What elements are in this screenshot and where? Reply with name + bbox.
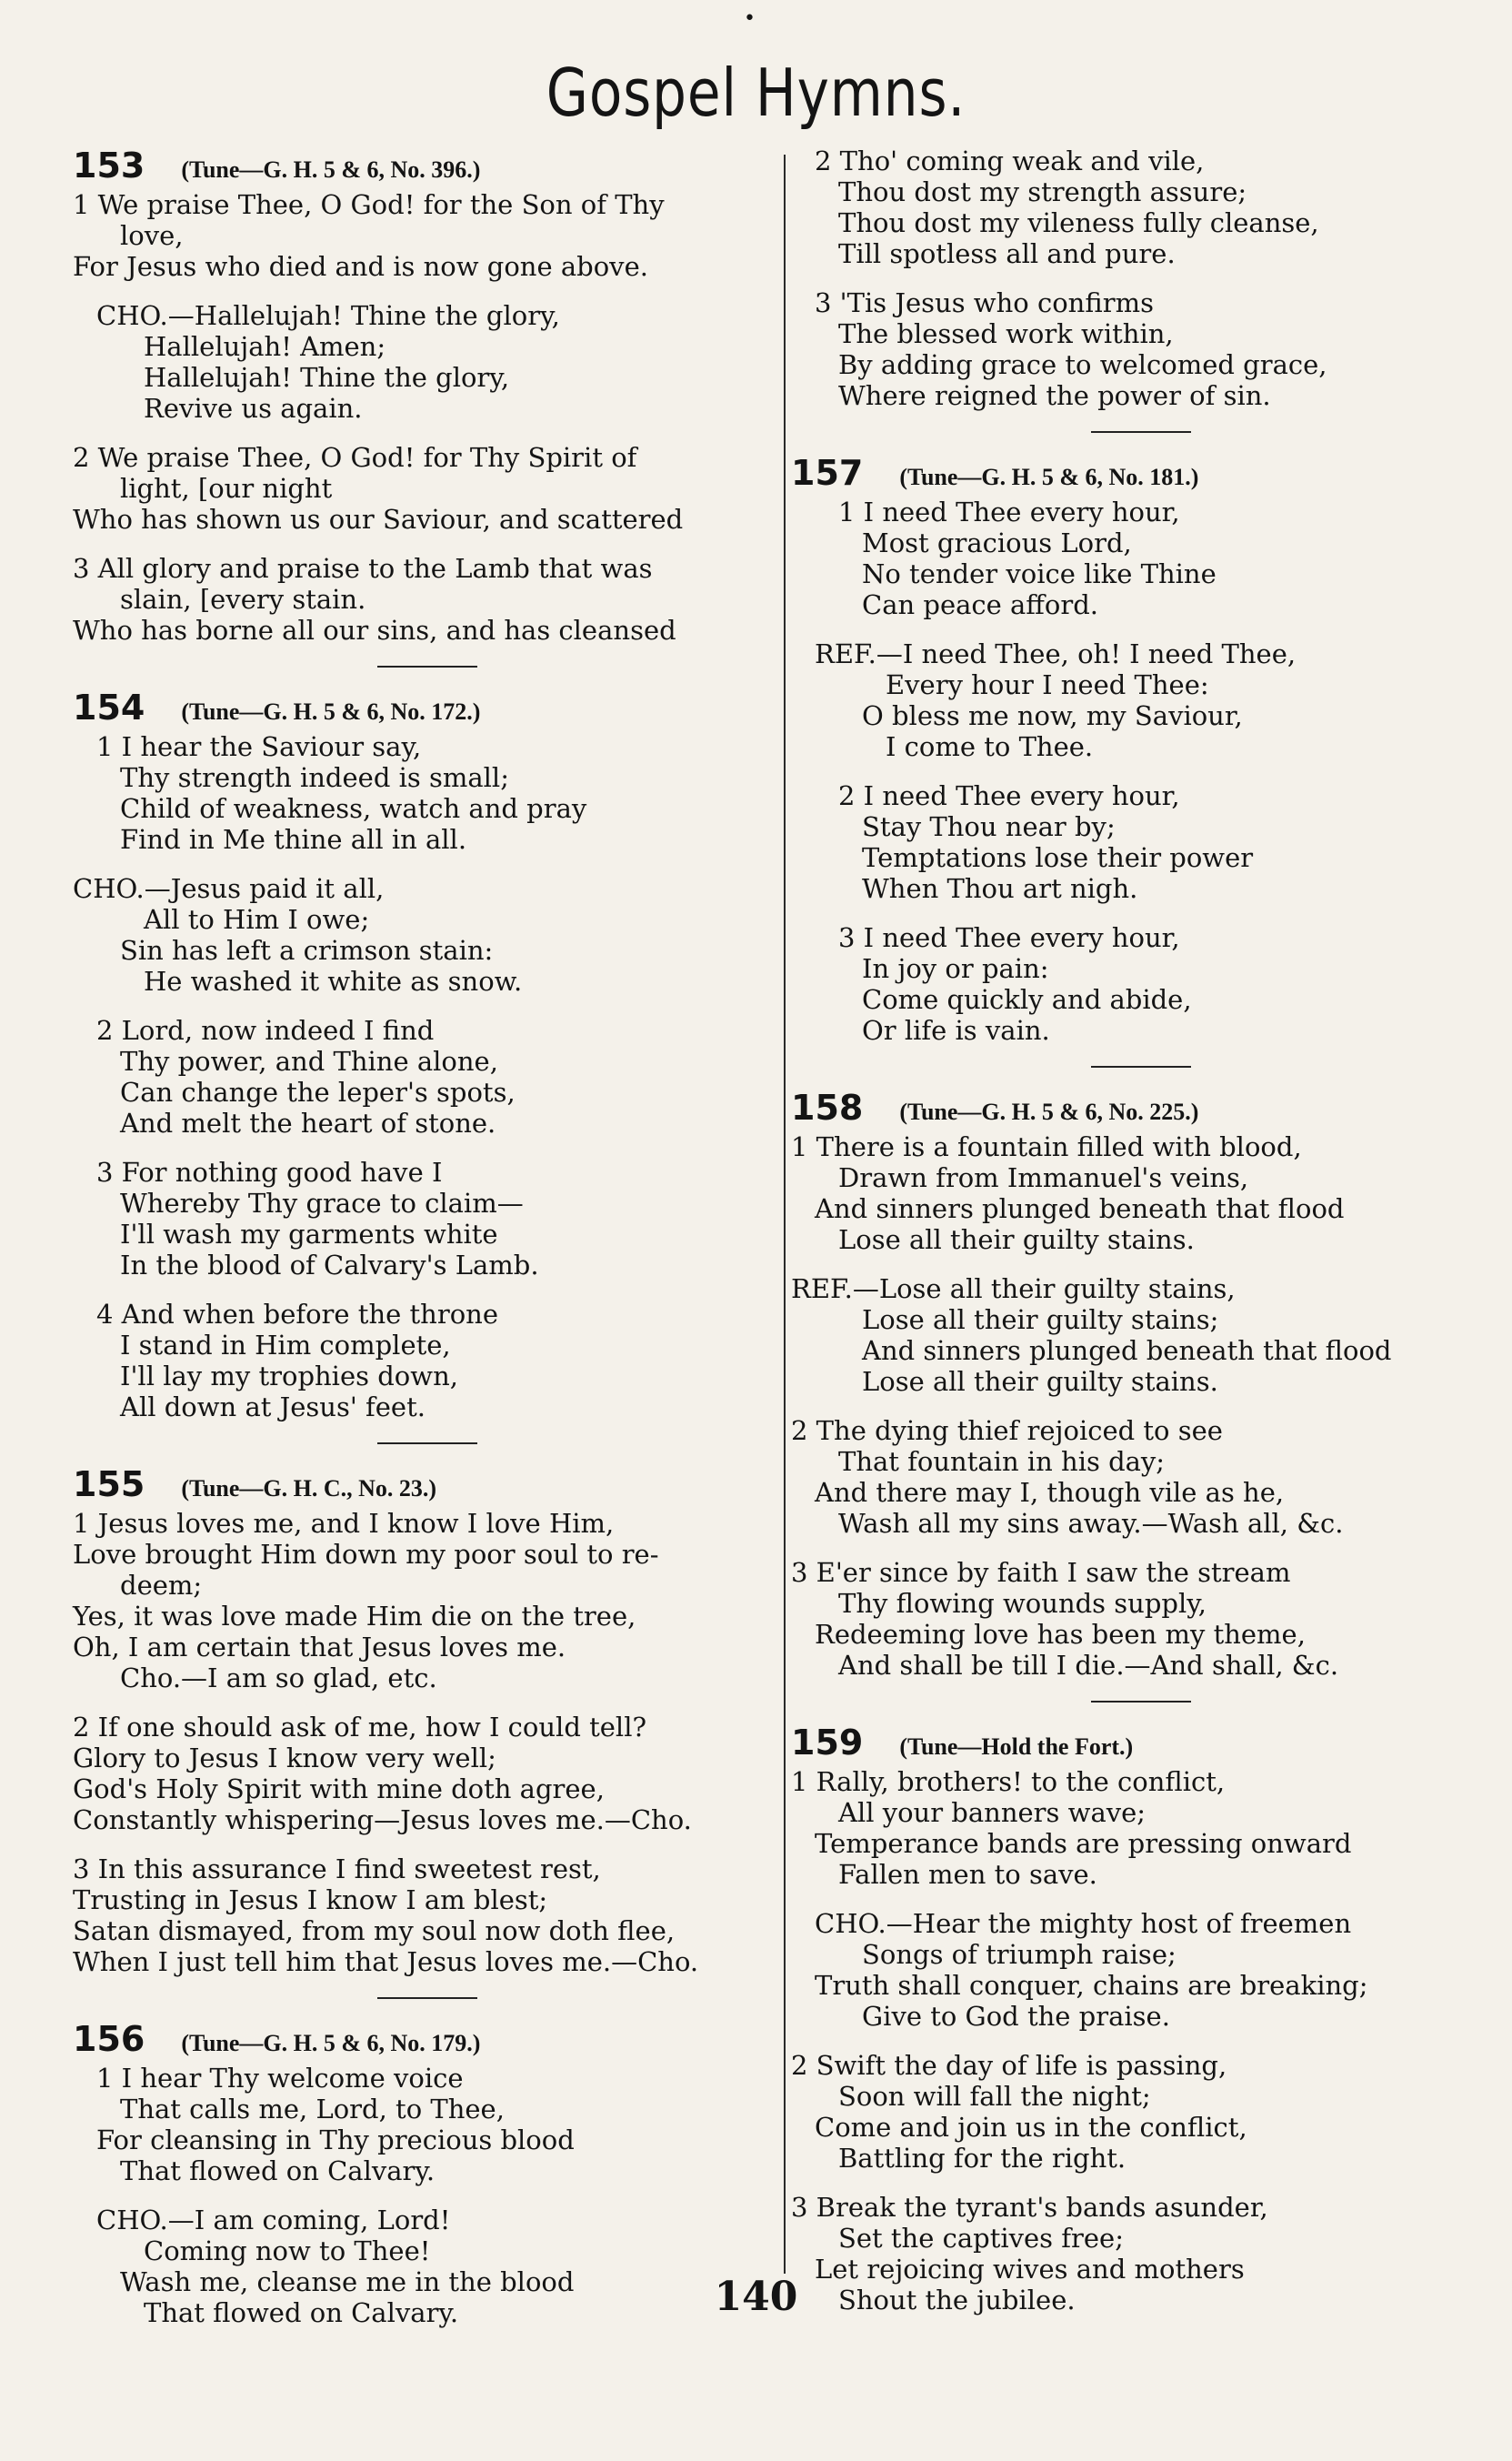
stanza [791, 1131, 1491, 1255]
verse-line: 3 'Tis Jesus who confirms [815, 287, 1154, 318]
verse-line: Whereby Thy grace to claim— [120, 1188, 524, 1219]
stanza [791, 287, 1491, 411]
verse-line: Child of weakness, watch and pray [120, 793, 587, 824]
verse-line: CHO.—I am coming, Lord! [96, 2205, 451, 2235]
verse-line: Fallen men to save. [838, 1859, 1097, 1890]
verse-line: Trusting in Jesus I know I am blest; [73, 1884, 548, 1915]
verse-line: Can peace afford. [862, 589, 1099, 620]
stanza [73, 1157, 782, 1281]
hymn-tune: (Tune—Hold the Fort.) [899, 1733, 1134, 1760]
verse-line: CHO.—Hear the mighty host of freemen [815, 1908, 1352, 1939]
verse-line: Who has shown us our Saviour, and scattered [73, 504, 684, 535]
verse-line: 1 We praise Thee, O God! for the Son of Thy [73, 189, 665, 220]
verse-line: Oh, I am certain that Jesus loves me. [73, 1632, 566, 1662]
verse-line: Or life is vain. [862, 1015, 1050, 1046]
verse-line: Coming now to Thee! [144, 2235, 431, 2266]
verse-line: 1 I hear the Saviour say, [96, 731, 422, 762]
verse-line: In joy or pain: [862, 953, 1049, 984]
stanza [73, 1712, 782, 1835]
hymn-number: 159 [791, 1723, 864, 1763]
verse-line: 2 Lord, now indeed I find [96, 1015, 435, 1046]
stanza [73, 1853, 782, 1977]
verse-line: That fountain in his day; [838, 1446, 1166, 1477]
verse-line: 3 In this assurance I find sweetest rest, [73, 1853, 601, 1884]
verse-line: Cho.—I am so glad, etc. [120, 1662, 437, 1693]
hymn-number: 154 [73, 688, 145, 728]
verse-line: O bless me now, my Saviour, [862, 700, 1243, 731]
stanza [791, 1273, 1491, 1397]
hymn-separator [377, 666, 477, 668]
verse-line: Love brought Him down my poor soul to re- [73, 1539, 659, 1570]
hymn [791, 1723, 1491, 2315]
hymn [791, 1088, 1491, 1681]
verse-line: Till spotless all and pure. [838, 238, 1176, 269]
hymn-header [73, 2019, 782, 2059]
verse-line: 3 E'er since by faith I saw the stream [791, 1557, 1291, 1588]
verse-line: 1 Jesus loves me, and I know I love Him, [73, 1508, 615, 1539]
hymn-tune: (Tune—G. H. 5 & 6, No. 172.) [181, 698, 481, 725]
verse-line: 1 Rally, brothers! to the conflict, [791, 1766, 1226, 1797]
verse-line: Stay Thou near by; [862, 811, 1116, 842]
verse-line: Thy flowing wounds supply, [838, 1588, 1207, 1619]
stanza [73, 300, 782, 424]
verse-line: 3 Break the tyrant's bands asunder, [791, 2192, 1268, 2223]
verse-line: Temptations lose their power [862, 842, 1254, 873]
verse-line: Glory to Jesus I know very well; [73, 1743, 496, 1773]
verse-line: For Jesus who died and is now gone above. [73, 251, 648, 282]
hymn-number: 156 [73, 2019, 145, 2059]
verse-line: Soon will fall the night; [838, 2081, 1151, 2112]
hymn-tune: (Tune—G. H. 5 & 6, No. 181.) [899, 464, 1199, 490]
hymn-number: 158 [791, 1088, 864, 1128]
verse-line: Set the captives free; [838, 2223, 1124, 2254]
hymn-header [73, 688, 782, 728]
verse-line: Every hour I need Thee: [886, 669, 1209, 700]
hymn-number: 155 [73, 1464, 145, 1504]
verse-line: love, [120, 220, 184, 251]
verse-line: Drawn from Immanuel's veins, [838, 1162, 1249, 1193]
verse-line: 1 I need Thee every hour, [838, 497, 1180, 527]
verse-line: And sinners plunged beneath that flood [815, 1193, 1345, 1224]
stanza [73, 731, 782, 855]
hymn [791, 453, 1491, 1046]
verse-line: Temperance bands are pressing onward [815, 1828, 1352, 1859]
verse-line: Satan dismayed, from my soul now doth flee, [73, 1915, 676, 1946]
stanza [791, 780, 1491, 904]
verse-line: Where reigned the power of sin. [838, 380, 1271, 411]
verse-line: Who has borne all our sins, and has cleansed [73, 615, 676, 646]
verse-line: Lose all their guilty stains; [862, 1304, 1219, 1335]
verse-line: When I just tell him that Jesus loves me.—Cho. [73, 1946, 699, 1977]
verse-line: CHO.—Hallelujah! Thine the glory, [96, 300, 560, 331]
verse-line: And shall be till I die.—And shall, &c. [838, 1650, 1339, 1681]
verse-line: In the blood of Calvary's Lamb. [120, 1250, 539, 1281]
hymn-tune: (Tune—G. H. 5 & 6, No. 179.) [181, 2030, 481, 2056]
hymn-header [791, 1088, 1491, 1128]
verse-line: 1 There is a fountain filled with blood, [791, 1131, 1302, 1162]
verse-line: Come and join us in the conflict, [815, 2112, 1247, 2143]
stanza [791, 2050, 1491, 2174]
hymn-number: 153 [73, 146, 145, 186]
verse-line: 2 Swift the day of life is passing, [791, 2050, 1227, 2081]
verse-line: Redeeming love has been my theme, [815, 1619, 1306, 1650]
hymn-separator [1091, 431, 1191, 433]
verse-line: And sinners plunged beneath that flood [862, 1335, 1392, 1366]
verse-line: Constantly whispering—Jesus loves me.—Cho. [73, 1804, 692, 1835]
verse-line: Sin has left a crimson stain: [120, 935, 494, 966]
verse-line: I'll lay my trophies down, [120, 1361, 458, 1391]
verse-line: By adding grace to welcomed grace, [838, 349, 1327, 380]
verse-line: Thy power, and Thine alone, [120, 1046, 498, 1077]
verse-line: CHO.—Jesus paid it all, [73, 873, 385, 904]
stanza [791, 1766, 1491, 1890]
verse-line: REF.—I need Thee, oh! I need Thee, [815, 638, 1297, 669]
verse-line: Thou dost my vileness fully cleanse, [838, 207, 1319, 238]
verse-line: That flowed on Calvary. [144, 2297, 459, 2328]
verse-line: light, [our night [120, 473, 333, 504]
verse-line: Revive us again. [144, 393, 363, 424]
hymn-header [73, 1464, 782, 1504]
hymn-tune: (Tune—G. H. C., No. 23.) [181, 1475, 437, 1502]
verse-line: 3 All glory and praise to the Lamb that was [73, 553, 653, 584]
verse-line: 3 For nothing good have I [96, 1157, 443, 1188]
verse-line: God's Holy Spirit with mine doth agree, [73, 1773, 605, 1804]
verse-line: 2 If one should ask of me, how I could tell? [73, 1712, 647, 1743]
verse-line: deem; [120, 1570, 203, 1601]
verse-line: All down at Jesus' feet. [120, 1391, 426, 1422]
verse-line: All your banners wave; [838, 1797, 1147, 1828]
verse-line: Yes, it was love made Him die on the tree, [73, 1601, 636, 1632]
hymn [73, 146, 782, 646]
verse-line: Let rejoicing wives and mothers [815, 2254, 1245, 2285]
verse-line: Thou dost my strength assure; [838, 176, 1247, 207]
stanza [73, 1299, 782, 1422]
stanza [791, 922, 1491, 1046]
verse-line: And melt the heart of stone. [120, 1108, 496, 1139]
stanza [791, 1415, 1491, 1539]
verse-line: Can change the leper's spots, [120, 1077, 516, 1108]
stanza [73, 2063, 782, 2186]
verse-line: Lose all their guilty stains. [862, 1366, 1218, 1397]
hymn-separator [1091, 1066, 1191, 1068]
verse-line: Most gracious Lord, [862, 527, 1132, 558]
verse-line: I come to Thee. [886, 731, 1094, 762]
hymn [73, 1464, 782, 1977]
verse-line: Battling for the right. [838, 2143, 1126, 2174]
verse-line: When Thou art nigh. [862, 873, 1138, 904]
verse-line: Shout the jubilee. [838, 2285, 1076, 2315]
stanza [73, 1015, 782, 1139]
verse-line: 1 I hear Thy welcome voice [96, 2063, 464, 2094]
verse-line: For cleansing in Thy precious blood [96, 2124, 575, 2155]
stanza [73, 1508, 782, 1693]
stanza [791, 1908, 1491, 2032]
verse-line: All to Him I owe; [144, 904, 370, 935]
stanza [73, 442, 782, 535]
page-title: Gospel Hymns. [546, 55, 966, 131]
verse-line: That flowed on Calvary. [120, 2155, 436, 2186]
verse-line: Hallelujah! Amen; [144, 331, 386, 362]
verse-line: Wash me, cleanse me in the blood [120, 2266, 575, 2297]
hymn-separator [377, 1997, 477, 1999]
hymn [791, 146, 1491, 411]
stanza [791, 146, 1491, 269]
verse-line: No tender voice like Thine [862, 558, 1217, 589]
verse-line: 2 The dying thief rejoiced to see [791, 1415, 1223, 1446]
hymn-separator [377, 1442, 477, 1444]
stanza [73, 553, 782, 646]
right-column [791, 146, 1491, 2335]
stanza [791, 638, 1491, 762]
hymn [73, 688, 782, 1422]
verse-line: And there may I, though vile as he, [815, 1477, 1285, 1508]
verse-line: slain, [every stain. [120, 584, 366, 615]
verse-line: I'll wash my garments white [120, 1219, 498, 1250]
top-mark: • [744, 7, 756, 30]
verse-line: 2 I need Thee every hour, [838, 780, 1180, 811]
verse-line: Thy strength indeed is small; [120, 762, 509, 793]
verse-line: Truth shall conquer, chains are breaking; [815, 1970, 1368, 2001]
verse-line: The blessed work within, [838, 318, 1174, 349]
verse-line: 2 Tho' coming weak and vile, [815, 146, 1205, 176]
stanza [73, 873, 782, 997]
page-number: 140 [714, 2274, 798, 2320]
stanza [791, 497, 1491, 620]
hymn-separator [1091, 1701, 1191, 1703]
hymn-header [791, 453, 1491, 493]
hymn-tune: (Tune—G. H. 5 & 6, No. 225.) [899, 1099, 1199, 1125]
verse-line: I stand in Him complete, [120, 1330, 451, 1361]
verse-line: Hallelujah! Thine the glory, [144, 362, 510, 393]
hymn-header [73, 146, 782, 186]
verse-line: Songs of triumph raise; [862, 1939, 1177, 1970]
verse-line: REF.—Lose all their guilty stains, [791, 1273, 1236, 1304]
verse-line: 2 We praise Thee, O God! for Thy Spirit of [73, 442, 637, 473]
verse-line: 4 And when before the throne [96, 1299, 498, 1330]
verse-line: He washed it white as snow. [144, 966, 523, 997]
stanza [73, 189, 782, 282]
left-column [73, 146, 782, 2348]
verse-line: Lose all their guilty stains. [838, 1224, 1195, 1255]
verse-line: 3 I need Thee every hour, [838, 922, 1180, 953]
hymn-header [791, 1723, 1491, 1763]
verse-line: That calls me, Lord, to Thee, [120, 2094, 505, 2124]
verse-line: Come quickly and abide, [862, 984, 1192, 1015]
stanza [791, 1557, 1491, 1681]
verse-line: Give to God the praise. [862, 2001, 1170, 2032]
column-divider [784, 155, 786, 2274]
hymn-tune: (Tune—G. H. 5 & 6, No. 396.) [181, 156, 481, 183]
hymn-number: 157 [791, 453, 864, 493]
verse-line: Find in Me thine all in all. [120, 824, 467, 855]
verse-line: Wash all my sins away.—Wash all, &c. [838, 1508, 1344, 1539]
